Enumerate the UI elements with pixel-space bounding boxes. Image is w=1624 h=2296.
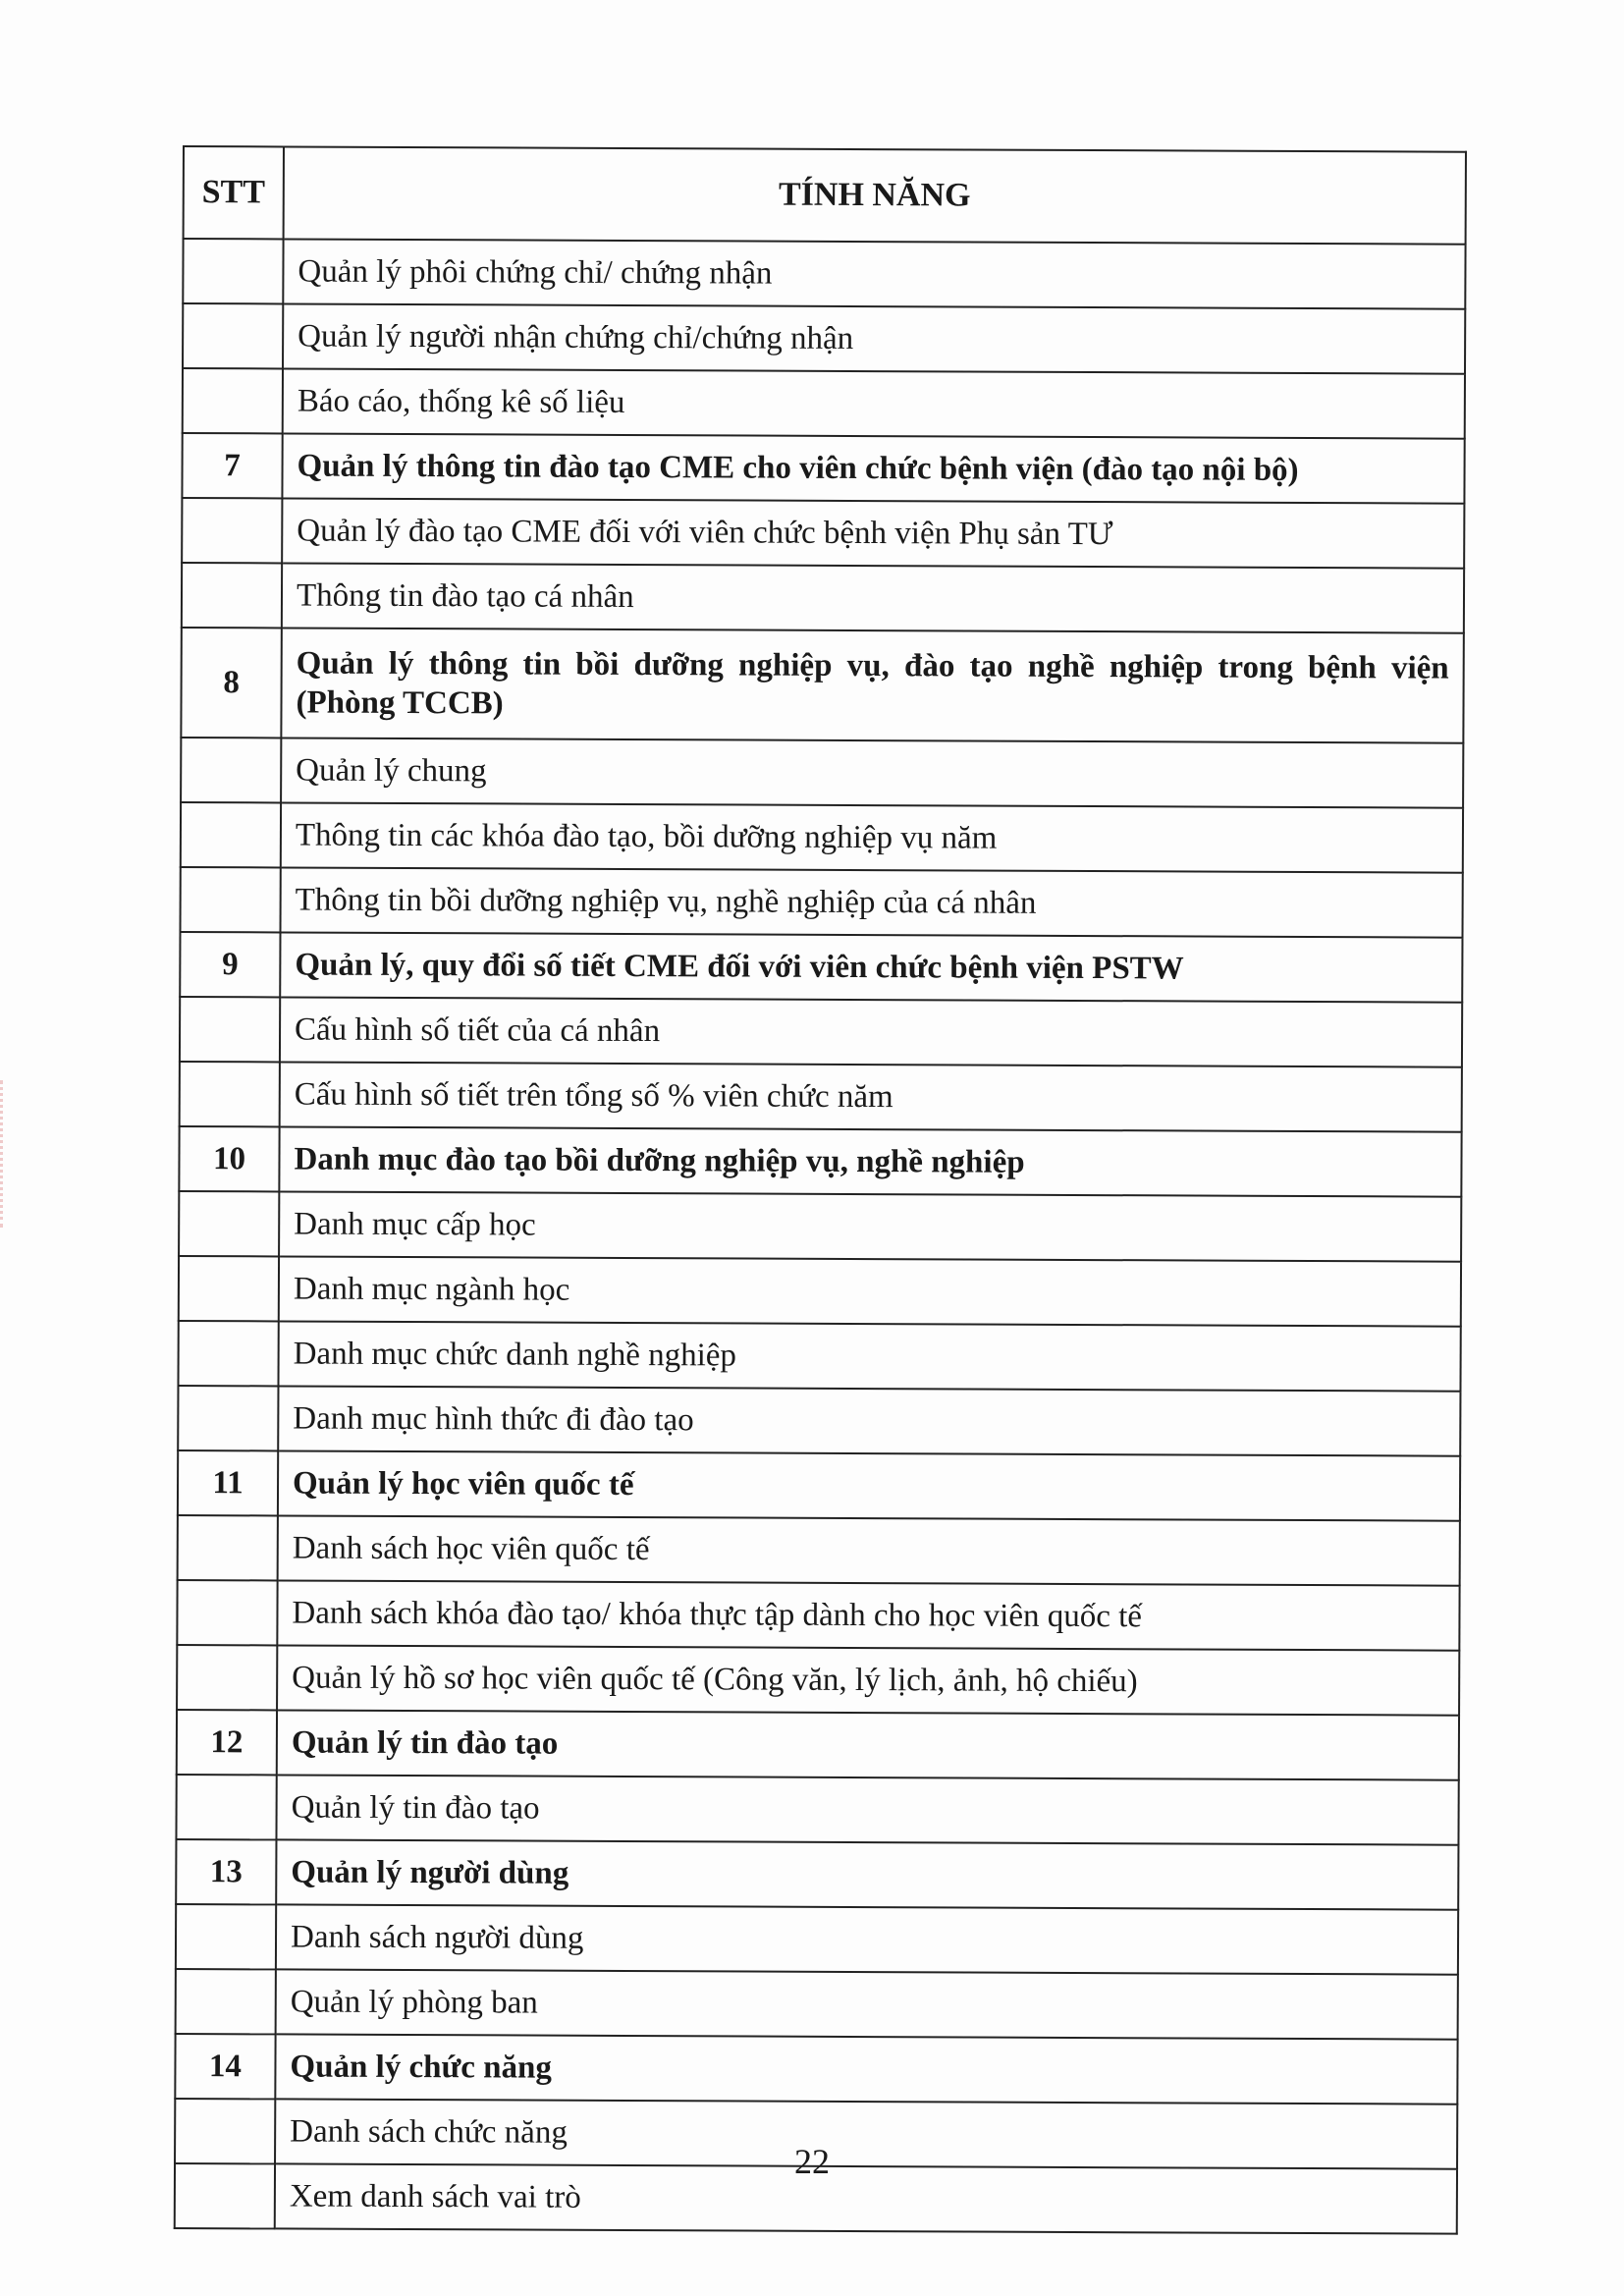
row-feature-cell: Danh mục ngành học bbox=[279, 1256, 1461, 1326]
row-feature-cell: Quản lý thông tin bồi dưỡng nghiệp vụ, đào tạo nghề nghiệp trong bệnh viện (Phòng TCCB) bbox=[281, 628, 1463, 742]
table-row bbox=[183, 303, 1465, 374]
table-row bbox=[183, 368, 1465, 439]
row-feature-cell: Quản lý chức năng bbox=[275, 2034, 1457, 2104]
row-feature-cell: Xem danh sách vai trò bbox=[275, 2163, 1457, 2233]
row-feature-cell: Quản lý học viên quốc tế bbox=[278, 1450, 1460, 1520]
table-row bbox=[181, 738, 1463, 808]
row-feature-cell: Danh sách học viên quốc tế bbox=[278, 1515, 1460, 1585]
row-feature-cell: Danh sách chức năng bbox=[275, 2099, 1457, 2168]
row-feature-cell: Quản lý đào tạo CME đối với viên chức bệnh viện Phụ sản TƯ bbox=[282, 498, 1464, 568]
table-row bbox=[181, 867, 1463, 938]
features-table bbox=[174, 145, 1467, 2235]
section-row bbox=[180, 932, 1462, 1003]
row-stt-cell: 11 bbox=[178, 1450, 278, 1515]
row-stt-cell bbox=[183, 239, 283, 303]
row-feature-cell: Thông tin đào tạo cá nhân bbox=[282, 563, 1464, 632]
table-row bbox=[177, 1580, 1459, 1651]
row-feature-cell: Danh mục cấp học bbox=[279, 1191, 1461, 1261]
row-feature-cell: Quản lý phôi chứng chỉ/ chứng nhận bbox=[283, 239, 1465, 308]
section-row bbox=[176, 1839, 1458, 1910]
row-feature-cell: Danh mục chức danh nghề nghiệp bbox=[278, 1321, 1460, 1391]
table-row bbox=[176, 1775, 1458, 1845]
row-stt-cell: 12 bbox=[177, 1710, 277, 1775]
row-stt-cell: 10 bbox=[179, 1126, 279, 1191]
row-feature-cell: Danh sách người dùng bbox=[276, 1904, 1458, 1974]
row-feature-cell: Quản lý, quy đổi số tiết CME đối với viên chức bệnh viện PSTW bbox=[280, 932, 1462, 1002]
row-feature-cell: Quản lý phòng ban bbox=[276, 1969, 1458, 2039]
row-stt-cell bbox=[176, 1969, 276, 2034]
table-row bbox=[181, 802, 1463, 873]
row-stt-cell bbox=[180, 1062, 280, 1126]
table-row bbox=[180, 1062, 1462, 1132]
row-stt-cell: 9 bbox=[180, 932, 280, 997]
row-stt-cell: 7 bbox=[182, 433, 282, 498]
section-row bbox=[177, 1710, 1459, 1780]
row-feature-cell: Quản lý người dùng bbox=[276, 1839, 1458, 1909]
row-feature-cell: Cấu hình số tiết của cá nhân bbox=[280, 997, 1462, 1066]
table-row bbox=[182, 498, 1464, 569]
row-stt-cell bbox=[176, 1904, 276, 1969]
row-stt-cell bbox=[180, 997, 280, 1062]
row-stt-cell bbox=[181, 738, 281, 802]
row-stt-cell bbox=[176, 1775, 276, 1839]
row-feature-cell: Quản lý chung bbox=[281, 738, 1463, 807]
table-row bbox=[179, 1191, 1461, 1262]
table-body bbox=[175, 239, 1466, 2234]
row-stt-cell bbox=[181, 867, 281, 932]
table-row bbox=[178, 1515, 1460, 1586]
row-stt-cell bbox=[179, 1256, 279, 1321]
row-stt-cell bbox=[183, 303, 283, 368]
row-stt-cell bbox=[177, 1580, 277, 1645]
row-stt-cell bbox=[178, 1321, 278, 1386]
row-stt-cell bbox=[177, 1645, 277, 1710]
table-row bbox=[176, 1904, 1458, 1975]
row-stt-cell bbox=[182, 563, 282, 628]
table-header-row bbox=[184, 146, 1466, 245]
section-row bbox=[182, 433, 1464, 504]
row-stt-cell bbox=[182, 498, 282, 563]
section-row bbox=[181, 628, 1463, 743]
row-stt-cell bbox=[183, 368, 283, 433]
row-feature-cell: Danh sách khóa đào tạo/ khóa thực tập dành cho học viên quốc tế bbox=[277, 1580, 1459, 1650]
table-row bbox=[183, 239, 1465, 309]
row-feature-cell: Quản lý tin đào tạo bbox=[276, 1775, 1458, 1844]
row-stt-cell bbox=[179, 1191, 279, 1256]
row-stt-cell bbox=[178, 1386, 278, 1450]
row-feature-cell: Thông tin các khóa đào tạo, bồi dưỡng nghiệp vụ năm bbox=[281, 802, 1463, 872]
row-stt-cell: 14 bbox=[175, 2034, 275, 2099]
row-feature-cell: Danh mục đào tạo bồi dưỡng nghiệp vụ, nghề nghiệp bbox=[279, 1126, 1461, 1196]
row-stt-cell: 13 bbox=[176, 1839, 276, 1904]
stt-column-header: STT bbox=[184, 146, 284, 239]
table-row bbox=[178, 1321, 1460, 1392]
row-feature-cell: Cấu hình số tiết trên tổng số % viên chức năm bbox=[280, 1062, 1462, 1131]
row-feature-cell: Quản lý tin đào tạo bbox=[277, 1710, 1459, 1779]
row-feature-cell: Thông tin bồi dưỡng nghiệp vụ, nghề nghiệp của cá nhân bbox=[281, 867, 1463, 937]
row-feature-cell: Quản lý người nhận chứng chỉ/chứng nhận bbox=[283, 303, 1465, 373]
section-row bbox=[178, 1450, 1460, 1521]
row-stt-cell: 8 bbox=[181, 628, 281, 738]
row-stt-cell bbox=[181, 802, 281, 867]
row-stt-cell bbox=[178, 1515, 278, 1580]
row-feature-cell: Danh mục hình thức đi đào tạo bbox=[278, 1386, 1460, 1455]
page-number: 22 bbox=[794, 2142, 830, 2181]
table-row bbox=[179, 1256, 1461, 1327]
table-row bbox=[177, 1645, 1459, 1716]
stamp-edge-mark bbox=[0, 1080, 25, 1228]
table-row bbox=[176, 1969, 1458, 2040]
row-feature-cell: Quản lý thông tin đào tạo CME cho viên chức bệnh viện (đào tạo nội bộ) bbox=[282, 433, 1464, 503]
feature-column-header: TÍNH NĂNG bbox=[284, 146, 1466, 244]
section-row bbox=[175, 2034, 1457, 2105]
table-row bbox=[180, 997, 1462, 1067]
section-row bbox=[179, 1126, 1461, 1197]
table-row bbox=[178, 1386, 1460, 1456]
row-feature-cell: Quản lý hồ sơ học viên quốc tế (Công văn, lý lịch, ảnh, hộ chiếu) bbox=[277, 1645, 1459, 1715]
table-row bbox=[182, 563, 1464, 633]
row-feature-cell: Báo cáo, thống kê số liệu bbox=[283, 368, 1465, 438]
